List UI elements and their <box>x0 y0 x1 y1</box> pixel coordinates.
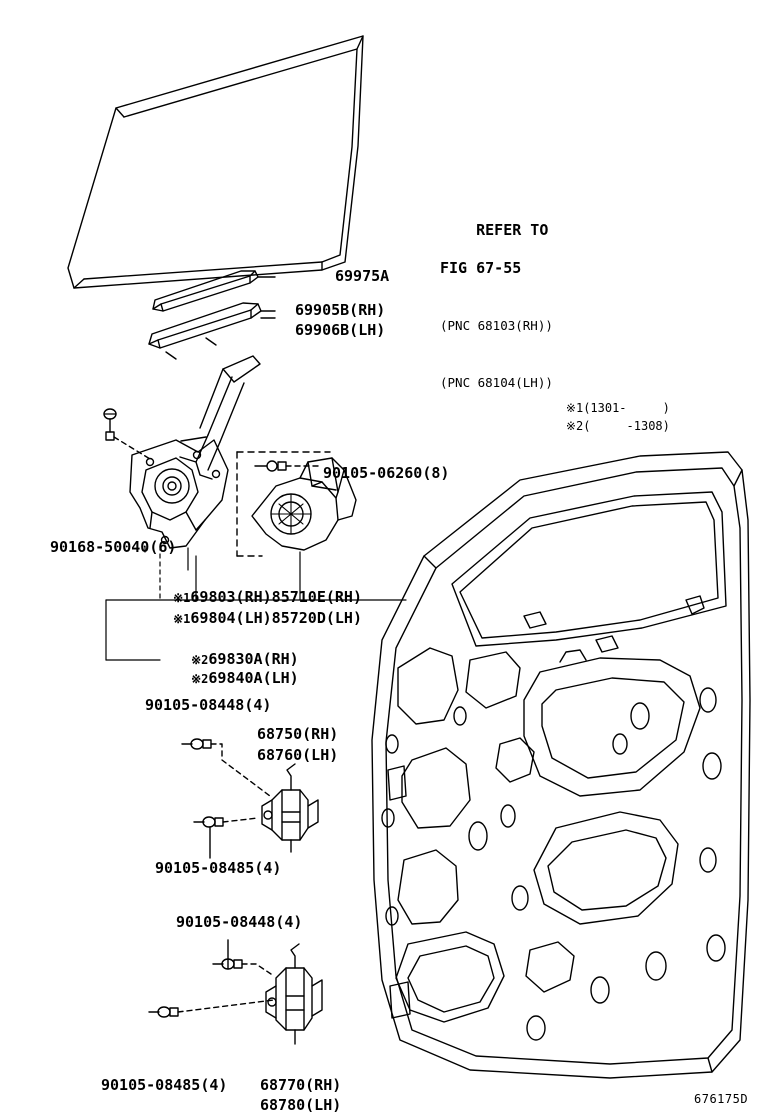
note-2 <box>537 401 670 452</box>
regulator-sub-lh-mark: ※2 <box>191 672 209 686</box>
regulator-lh-mark: ※1 <box>173 612 191 626</box>
note-2-mark: ※2 <box>565 419 584 433</box>
label-bolt-90105-08448-upper: 90105-08448(4) <box>145 696 272 714</box>
refer-to-line1: REFER TO <box>476 221 549 239</box>
label-bolt-90105-08485-upper: 90105-08485(4) <box>155 859 282 877</box>
refer-to-line4: (PNC 68104(LH)) <box>440 375 553 390</box>
label-glass-run: 69975A <box>335 267 390 285</box>
note-1-text: (1301- ) <box>583 401 670 415</box>
note-2-text: ( -1308) <box>583 419 670 433</box>
figure-code: 676175D <box>694 1092 749 1106</box>
label-bolt-90105-08448-lower: 90105-08448(4) <box>176 913 303 931</box>
regulator-sub-lh-text: 69840A(LH) <box>208 669 299 687</box>
note-1-mark: ※1 <box>565 401 584 415</box>
label-hinge-upper-lh: 68760(LH) <box>257 746 339 764</box>
regulator-lh-text: 69804(LH)85720D(LH) <box>190 609 362 627</box>
label-hinge-lower-lh: 68780(LH) <box>260 1096 342 1112</box>
label-bolt-90105-08485-lower: 90105-08485(4) <box>101 1076 228 1094</box>
regulator-sub-rh-text: 69830A(RH) <box>208 650 299 668</box>
label-hinge-upper-rh: 68750(RH) <box>257 725 339 743</box>
label-clip-90168-50040: 90168-50040(6) <box>50 538 177 556</box>
label-weatherstrip-lh: 69906B(LH) <box>295 321 386 339</box>
refer-to-line2: FIG 67-55 <box>440 259 522 277</box>
label-hinge-lower-rh: 68770(RH) <box>260 1076 342 1094</box>
refer-to-block <box>440 202 553 430</box>
regulator-sub-rh-mark: ※2 <box>191 653 209 667</box>
refer-to-line3: (PNC 68103(RH)) <box>440 318 553 333</box>
regulator-rh-mark: ※1 <box>173 591 191 605</box>
regulator-rh-text: 69803(RH)85710E(RH) <box>190 588 362 606</box>
label-bolt-90105-06260: 90105-06260(8) <box>323 464 450 482</box>
label-weatherstrip-rh: 69905B(RH) <box>295 301 386 319</box>
